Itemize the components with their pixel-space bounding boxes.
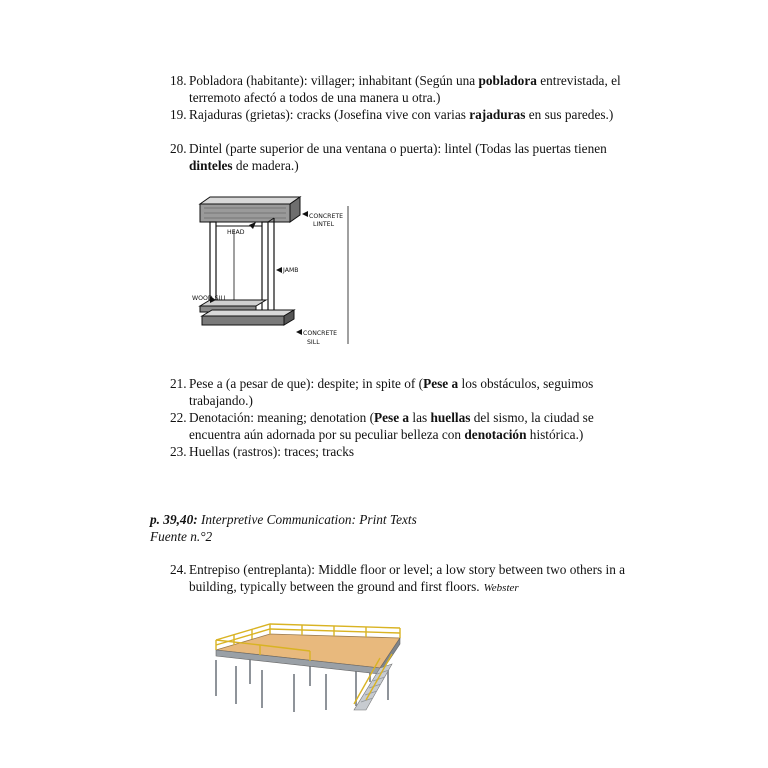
entry-number: 20. xyxy=(170,141,187,156)
section-heading xyxy=(150,511,417,528)
vocab-entry-21 xyxy=(170,375,630,409)
entry-number: 18. xyxy=(170,73,187,88)
entry-text: Dintel (parte superior de una ventana o puerta): lintel (Todas las puertas tienen dinteles de madera.) xyxy=(189,141,607,173)
entry-text: Entrepiso (entreplanta): Middle floor or level; a low story between two others in a building, typically between the ground and first floors. Webster xyxy=(189,562,626,594)
entry-text: Pese a (a pesar de que): despite; in spite of (Pese a los obstáculos, seguimos trabajando.) xyxy=(189,376,594,408)
page-reference: p. 39,40: xyxy=(150,512,198,527)
label-concrete-sill-1: CONCRETE xyxy=(303,330,338,337)
door-lintel-diagram xyxy=(190,192,360,352)
concrete-sill-arrow-icon xyxy=(296,329,302,335)
jamb-arrow-icon xyxy=(276,267,282,273)
entry-number: 24. xyxy=(170,562,187,577)
vocab-entry-23 xyxy=(170,443,630,460)
source-label: Fuente n.°2 xyxy=(150,529,213,544)
entry-number: 22. xyxy=(170,410,187,425)
lintel-arrow-icon xyxy=(302,211,308,217)
label-concrete-lintel-2: LINTEL xyxy=(313,221,335,228)
label-concrete-sill-2: SILL xyxy=(307,339,320,346)
label-wood-sill: WOOD SILL xyxy=(192,295,228,302)
vocab-entry-24 xyxy=(170,561,640,597)
entry-number: 21. xyxy=(170,376,187,391)
section-title: Interpretive Communication: Print Texts xyxy=(197,512,417,527)
source-citation: Webster xyxy=(483,582,519,594)
entry-text: Rajaduras (grietas): cracks (Josefina vive con varias rajaduras en sus paredes.) xyxy=(189,107,614,122)
label-concrete-lintel-1: CONCRETE xyxy=(309,213,344,220)
label-jamb: JAMB xyxy=(283,267,299,274)
concrete-lintel-shape xyxy=(200,197,300,222)
vocab-entry-20 xyxy=(170,140,630,174)
vocab-entry-18 xyxy=(170,72,630,106)
entry-text: Denotación: meaning; denotation (Pese a las huellas del sismo, la ciudad se encuentra aún adornada por su peculiar belleza con denotación histórica.) xyxy=(189,410,594,442)
mezzanine-deck xyxy=(216,634,400,674)
mezzanine-illustration xyxy=(210,624,410,714)
vocab-entry-22 xyxy=(170,409,630,443)
concrete-sill-shape xyxy=(202,310,294,325)
entry-number: 23. xyxy=(170,444,187,459)
entry-text: Huellas (rastros): traces; tracks xyxy=(189,444,355,459)
entry-number: 19. xyxy=(170,107,187,122)
label-head: HEAD xyxy=(227,229,245,236)
entry-text: Pobladora (habitante): villager; inhabitant (Según una pobladora entrevistada, el terremoto afectó a todos de una manera u otra.) xyxy=(189,73,621,105)
vocab-entry-19 xyxy=(170,106,630,123)
